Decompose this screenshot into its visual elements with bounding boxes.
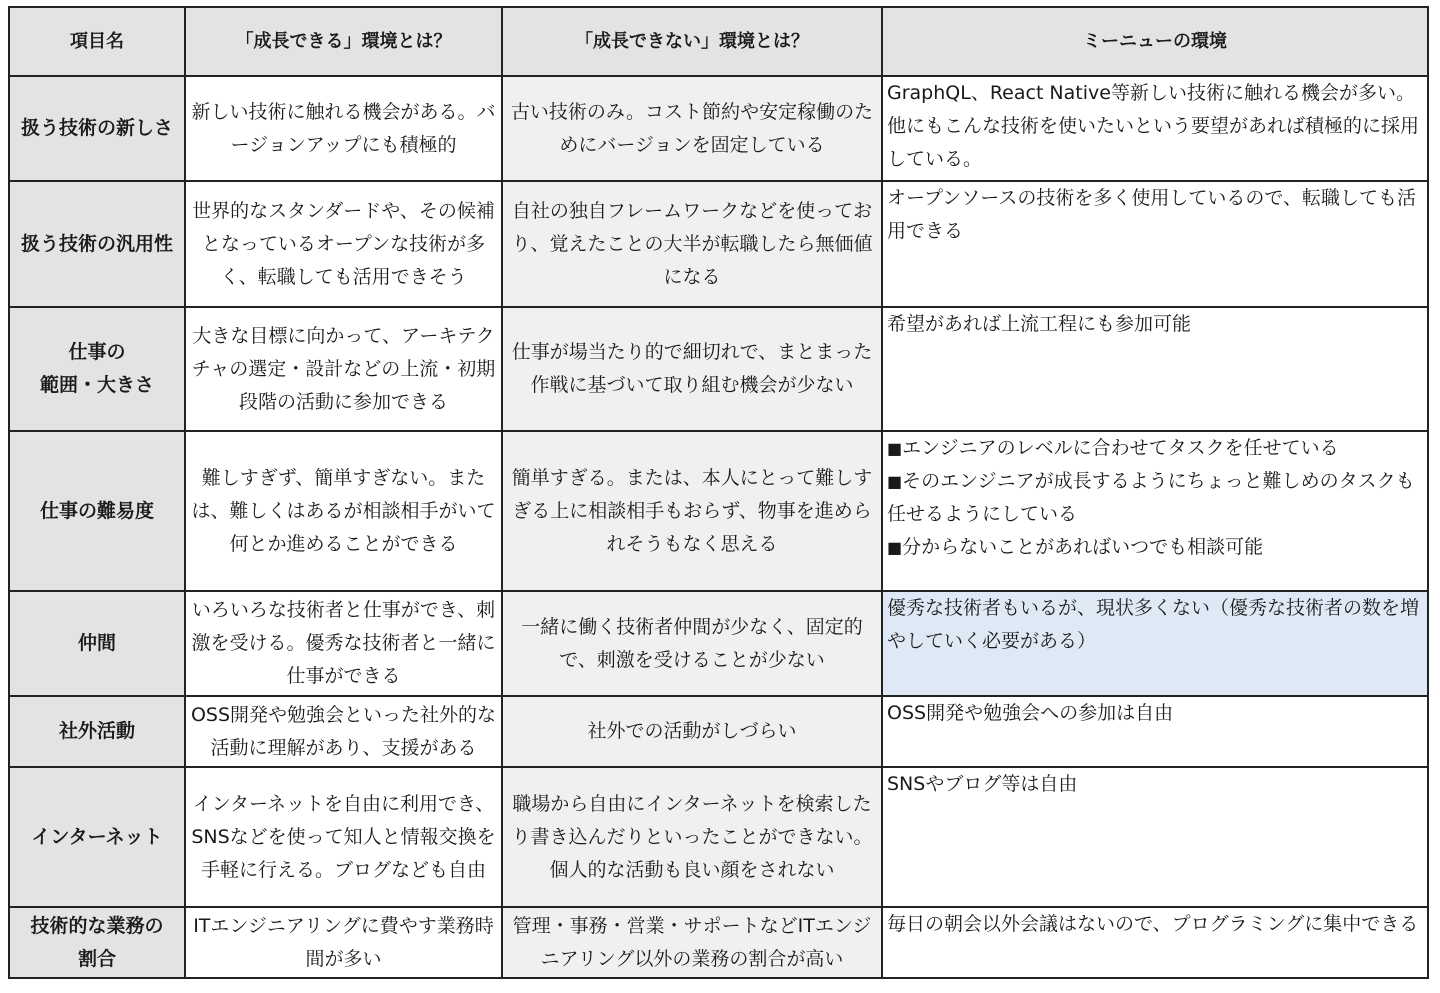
header-bad-environment: 「成長できない」環境とは？ — [502, 7, 882, 76]
comparison-table — [8, 6, 1429, 979]
comparison-table-wrapper — [8, 6, 1429, 979]
cell-bad: 古い技術のみ。コスト節約や安定稼働のためにバージョンを固定している — [502, 76, 882, 181]
cell-bad: 簡単すぎる。または、本人にとって難しすぎる上に相談相手もおらず、物事を進められそうもなく思える — [502, 431, 882, 591]
bullet-item: ■エンジニアのレベルに合わせてタスクを任せている — [887, 437, 1339, 459]
table-row — [9, 907, 1428, 978]
table-row — [9, 181, 1428, 307]
bullet-square-icon: ■ — [887, 538, 903, 557]
cell-bad: 管理・事務・営業・サポートなどITエンジニアリング以外の業務の割合が高い — [502, 907, 882, 978]
row-label-tech-versatility: 扱う技術の汎用性 — [9, 181, 185, 307]
cell-good: いろいろな技術者と仕事ができ、刺激を受ける。優秀な技術者と一緒に仕事ができる — [185, 591, 502, 696]
cell-good: ITエンジニアリングに費やす業務時間が多い — [185, 907, 502, 978]
bullet-square-icon: ■ — [887, 439, 903, 458]
bullet-square-icon: ■ — [887, 472, 903, 491]
cell-ours — [882, 431, 1428, 591]
table-row — [9, 307, 1428, 431]
table-row — [9, 591, 1428, 696]
row-label-external-activities: 社外活動 — [9, 696, 185, 767]
cell-bad: 社外での活動がしづらい — [502, 696, 882, 767]
header-item: 項目名 — [9, 7, 185, 76]
row-label-line-1: 技術的な業務の — [30, 914, 164, 937]
cell-ours: 毎日の朝会以外会議はないので、プログラミングに集中できる — [882, 907, 1428, 978]
header-row — [9, 7, 1428, 76]
cell-ours: オープンソースの技術を多く使用しているので、転職しても活用できる — [882, 181, 1428, 307]
cell-bad: 一緒に働く技術者仲間が少なく、固定的で、刺激を受けることが少ない — [502, 591, 882, 696]
cell-bad: 仕事が場当たり的で細切れで、まとまった作戦に基づいて取り組む機会が少ない — [502, 307, 882, 431]
cell-ours-highlighted: 優秀な技術者もいるが、現状多くない（優秀な技術者の数を増やしていく必要がある） — [882, 591, 1428, 696]
table-row — [9, 431, 1428, 591]
cell-good: インターネットを自由に利用でき、SNSなどを使って知人と情報交換を手軽に行える。ブログなども自由 — [185, 767, 502, 907]
row-label-colleagues: 仲間 — [9, 591, 185, 696]
row-label-technical-work-ratio — [9, 907, 185, 978]
row-label-line-2: 割合 — [77, 947, 116, 970]
table-row — [9, 76, 1428, 181]
table-row — [9, 696, 1428, 767]
row-label-tech-novelty: 扱う技術の新しさ — [9, 76, 185, 181]
cell-bad: 職場から自由にインターネットを検索したり書き込んだりといったことができない。個人的な活動も良い顔をされない — [502, 767, 882, 907]
row-label-work-scope — [9, 307, 185, 431]
table-row — [9, 767, 1428, 907]
header-good-environment: 「成長できる」環境とは？ — [185, 7, 502, 76]
cell-good: 新しい技術に触れる機会がある。バージョンアップにも積極的 — [185, 76, 502, 181]
cell-good: 難しすぎず、簡単すぎない。または、難しくはあるが相談相手がいて何とか進めることができる — [185, 431, 502, 591]
bullet-item: ■そのエンジニアが成長するようにちょっと難しめのタスクも任せるようにしている — [887, 470, 1415, 525]
cell-good: 世界的なスタンダードや、その候補となっているオープンな技術が多く、転職しても活用できそう — [185, 181, 502, 307]
header-our-environment: ミーニューの環境 — [882, 7, 1428, 76]
row-label-internet: インターネット — [9, 767, 185, 907]
bullet-item: ■分からないことがあればいつでも相談可能 — [887, 536, 1264, 558]
cell-ours: SNSやブログ等は自由 — [882, 767, 1428, 907]
row-label-line-1: 仕事の — [68, 341, 126, 363]
cell-good: 大きな目標に向かって、アーキテクチャの選定・設計などの上流・初期段階の活動に参加できる — [185, 307, 502, 431]
cell-bad: 自社の独自フレームワークなどを使っており、覚えたことの大半が転職したら無価値になる — [502, 181, 882, 307]
cell-ours: OSS開発や勉強会への参加は自由 — [882, 696, 1428, 767]
cell-good: OSS開発や勉強会といった社外的な活動に理解があり、支援がある — [185, 696, 502, 767]
cell-ours: GraphQL、React Native等新しい技術に触れる機会が多い。他にもこんな技術を使いたいという要望があれば積極的に採用している。 — [882, 76, 1428, 181]
cell-ours: 希望があれば上流工程にも参加可能 — [882, 307, 1428, 431]
row-label-line-2: 範囲・大きさ — [39, 374, 154, 396]
row-label-work-difficulty: 仕事の難易度 — [9, 431, 185, 591]
